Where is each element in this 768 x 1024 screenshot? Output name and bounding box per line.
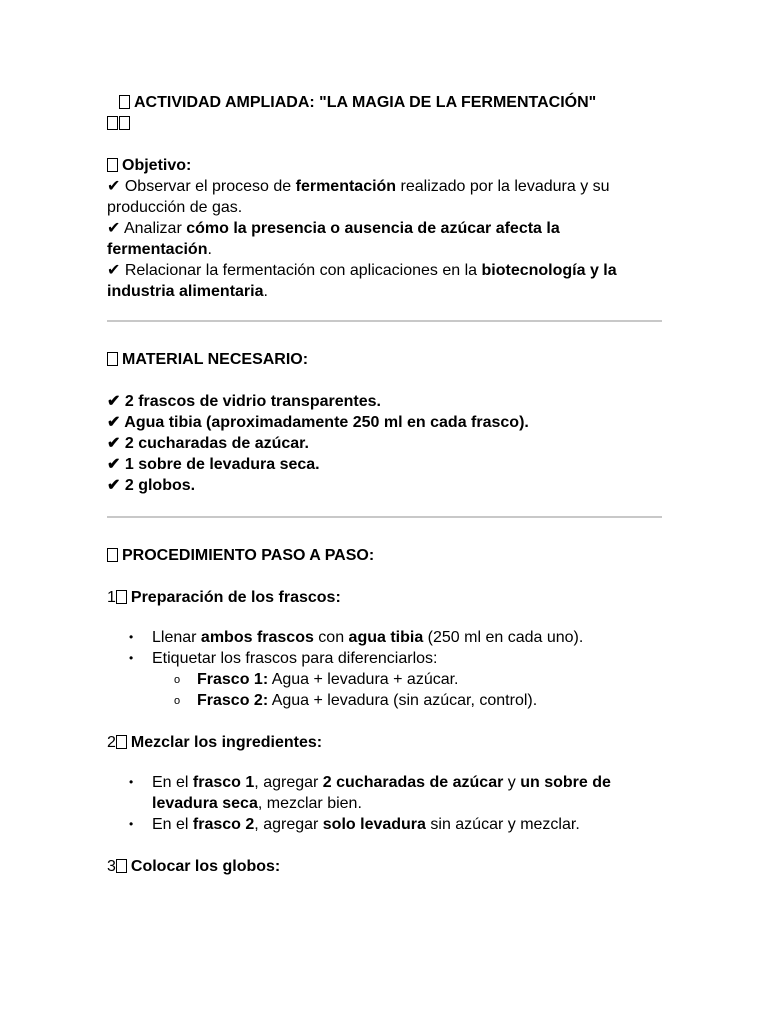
- sub-list: [152, 669, 662, 711]
- objective-heading: Objetivo:: [107, 155, 662, 176]
- objective-item: ✔ Relacionar la fermentación con aplicaciones en la biotecnología y la industria alimentaria.: [107, 262, 617, 300]
- list-item: • Llenar ambos frascos con agua tibia (250 ml en cada uno).: [107, 627, 662, 648]
- box-glyph-icon: [107, 158, 118, 172]
- objective-item: ✔ Analizar cómo la presencia o ausencia de azúcar afecta la fermentación.: [107, 220, 560, 258]
- materials-list: [107, 391, 662, 496]
- step-2-list: [107, 772, 662, 835]
- materials-item: ✔ 1 sobre de levadura seca.: [107, 456, 320, 473]
- section-divider: [107, 320, 662, 322]
- materials-item: ✔ Agua tibia (aproximadamente 250 ml en cada frasco).: [107, 414, 529, 431]
- materials-item: ✔ 2 cucharadas de azúcar.: [107, 435, 309, 452]
- box-glyph-icon: [116, 590, 127, 604]
- step-1-list: [107, 627, 662, 711]
- section-divider: [107, 516, 662, 518]
- materials-heading: MATERIAL NECESARIO:: [107, 349, 662, 370]
- box-glyph-icon: [119, 95, 130, 109]
- step-1-heading: 1 Preparación de los frascos:: [107, 589, 341, 606]
- list-item: • En el frasco 1, agregar 2 cucharadas de azúcar y un sobre de levadura seca, mezclar bien.: [107, 772, 662, 814]
- document-page: [107, 92, 662, 877]
- sub-list-item: o Frasco 2: Agua + levadura (sin azúcar, control).: [107, 690, 662, 711]
- box-glyph-icon: [107, 116, 118, 130]
- list-item: • En el frasco 2, agregar solo levadura sin azúcar y mezclar.: [107, 814, 662, 835]
- sub-list-item: o Frasco 1: Agua + levadura + azúcar.: [107, 669, 662, 690]
- step-3-heading: 3 Colocar los globos:: [107, 858, 281, 875]
- title-icons: [107, 113, 662, 134]
- list-item: • Etiquetar los frascos para diferenciarlos: o Frasco 1: Agua + levadura + azúcar. o Frasco 2: Agua + levadura (sin azúcar, control).: [107, 648, 662, 711]
- materials-item: ✔ 2 frascos de vidrio transparentes.: [107, 393, 381, 410]
- box-glyph-icon: [107, 352, 118, 366]
- materials-item: ✔ 2 globos.: [107, 477, 196, 494]
- box-glyph-icon: [116, 859, 127, 873]
- procedure-heading: PROCEDIMIENTO PASO A PASO:: [107, 545, 662, 566]
- step-2-heading: 2 Mezclar los ingredientes:: [107, 734, 323, 751]
- document-title: ACTIVIDAD AMPLIADA: "LA MAGIA DE LA FERMENTACIÓN": [119, 92, 662, 113]
- box-glyph-icon: [107, 548, 118, 562]
- box-glyph-icon: [116, 735, 127, 749]
- objective-item: ✔ Observar el proceso de fermentación realizado por la levadura y su producción de gas.: [107, 178, 610, 216]
- box-glyph-icon: [119, 116, 130, 130]
